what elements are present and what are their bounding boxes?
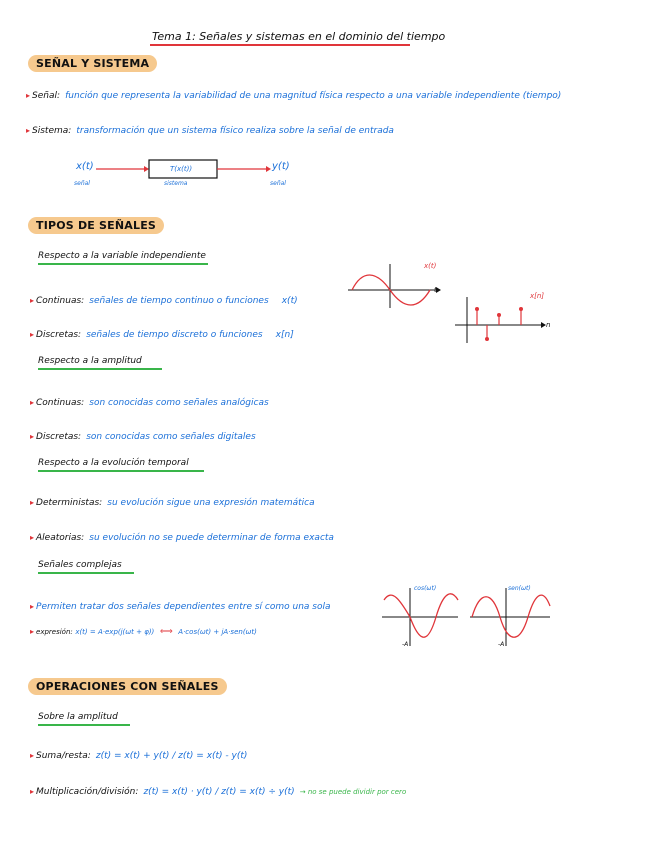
suma-resta-item xyxy=(30,743,247,762)
cosine-wave-graph xyxy=(382,586,462,648)
senal-label: Señal: xyxy=(32,91,61,101)
diagram-box-caption: sistema xyxy=(164,180,188,187)
page-title: Tema 1: Señales y sistemas en el dominio del tiempo xyxy=(152,30,446,43)
discretas-item xyxy=(30,322,294,341)
diagram-input: x(t) xyxy=(76,161,94,172)
bullet-icon: ▸ xyxy=(30,296,35,305)
subheading-underline xyxy=(38,263,208,265)
subheading-evolucion: Respecto a la evolución temporal xyxy=(38,458,189,468)
bullet-icon: ▸ xyxy=(26,91,31,100)
subheading-sobre-amplitud: Sobre la amplitud xyxy=(38,712,118,722)
discrete-graph-axis: n xyxy=(546,321,551,329)
bullet-icon: ▸ xyxy=(30,330,35,339)
double-arrow-icon: ⟺ xyxy=(159,627,173,637)
subheading-amplitud: Respecto a la amplitud xyxy=(38,356,142,366)
expresion-rhs: A·cos(ωt) + jA·sen(ωt) xyxy=(178,628,257,636)
bullet-icon: ▸ xyxy=(30,398,35,407)
sine-wave-label: sen(ωt) xyxy=(508,585,531,592)
aleatorias-text: su evolución no se puede determinar de forma exacta xyxy=(89,533,334,543)
senal-text: función que representa la variabilidad de una magnitud física respecto a una variable independiente (tiempo) xyxy=(65,91,562,101)
bullet-icon: ▸ xyxy=(30,498,35,507)
cosine-wave-label: cos(ωt) xyxy=(414,585,437,592)
subheading-underline xyxy=(38,368,162,370)
bullet-icon: ▸ xyxy=(30,627,35,636)
diagram-output: y(t) xyxy=(272,161,290,172)
diagram-box-label: T(x(t)) xyxy=(170,165,193,173)
amp-discretas-label: Discretas: xyxy=(36,432,82,442)
sine-wave-graph xyxy=(470,586,554,648)
section-heading-operaciones: OPERACIONES CON SEÑALES xyxy=(28,678,227,695)
continuous-graph-axis: t xyxy=(434,286,437,294)
suma-resta-label: Suma/resta: xyxy=(36,751,91,761)
continuas-item xyxy=(30,288,298,307)
title-underline xyxy=(150,44,410,46)
amp-discretas-item xyxy=(30,424,256,443)
subheading-underline xyxy=(38,470,204,472)
section-heading-tipos: TIPOS DE SEÑALES xyxy=(28,217,164,234)
multiplicacion-label: Multiplicación/división: xyxy=(36,787,139,797)
discretas-symbol: x[n] xyxy=(275,330,294,340)
bullet-icon: ▸ xyxy=(30,751,35,760)
bullet-icon: ▸ xyxy=(30,787,35,796)
continuas-symbol: x(t) xyxy=(281,296,298,306)
continuous-graph-label: x(t) xyxy=(424,262,437,270)
bullet-icon: ▸ xyxy=(30,432,35,441)
sistema-definition xyxy=(26,118,394,137)
discrete-graph-label: x[n] xyxy=(530,292,545,300)
deterministas-label: Deterministas: xyxy=(36,498,103,508)
continuas-text: señales de tiempo continuo o funciones xyxy=(89,296,269,306)
cosine-wave-min-label: -A xyxy=(402,641,409,648)
system-diagram-arrows xyxy=(96,157,296,187)
bullet-icon: ▸ xyxy=(26,126,31,135)
multiplicacion-text: z(t) = x(t) · y(t) / z(t) = x(t) ÷ y(t) xyxy=(143,787,295,797)
section-heading-senal-sistema: SEÑAL Y SISTEMA xyxy=(28,55,157,72)
amp-discretas-text: son conocidas como señales digitales xyxy=(86,432,256,442)
suma-resta-text: z(t) = x(t) + y(t) / z(t) = x(t) - y(t) xyxy=(95,751,248,761)
multiplicacion-item xyxy=(30,779,406,798)
diagram-output-caption: señal xyxy=(270,180,286,187)
continuas-label: Continuas: xyxy=(36,296,85,306)
subheading-complejas: Señales complejas xyxy=(38,560,122,570)
aleatorias-item xyxy=(30,525,334,544)
amp-continuas-text: son conocidas como señales analógicas xyxy=(89,398,269,408)
deterministas-item xyxy=(30,490,315,509)
amp-continuas-label: Continuas: xyxy=(36,398,85,408)
multiplicacion-note: → no se puede dividir por cero xyxy=(299,788,407,796)
subheading-variable: Respecto a la variable independiente xyxy=(38,251,206,261)
complejas-text: Permiten tratar dos señales dependientes entre sí como una sola xyxy=(36,602,331,612)
amp-continuas-item xyxy=(30,390,269,409)
sistema-label: Sistema: xyxy=(32,126,72,136)
sistema-text: transformación que un sistema físico realiza sobre la señal de entrada xyxy=(76,126,394,136)
complejas-item xyxy=(30,594,331,613)
expresion-item xyxy=(30,627,257,637)
deterministas-text: su evolución sigue una expresión matemática xyxy=(107,498,315,508)
sine-wave-min-label: -A xyxy=(498,641,505,648)
discrete-signal-graph xyxy=(455,295,550,345)
subheading-underline xyxy=(38,724,130,726)
expresion-text: x(t) = A·exp(j(ωt + φ)) xyxy=(75,628,155,636)
diagram-input-caption: señal xyxy=(74,180,90,187)
bullet-icon: ▸ xyxy=(30,602,35,611)
expresion-label: expresión: xyxy=(36,628,73,636)
aleatorias-label: Aleatorias: xyxy=(36,533,85,543)
discretas-text: señales de tiempo discreto o funciones xyxy=(86,330,263,340)
discretas-label: Discretas: xyxy=(36,330,82,340)
bullet-icon: ▸ xyxy=(30,533,35,542)
senal-definition xyxy=(26,83,561,102)
subheading-underline xyxy=(38,572,134,574)
